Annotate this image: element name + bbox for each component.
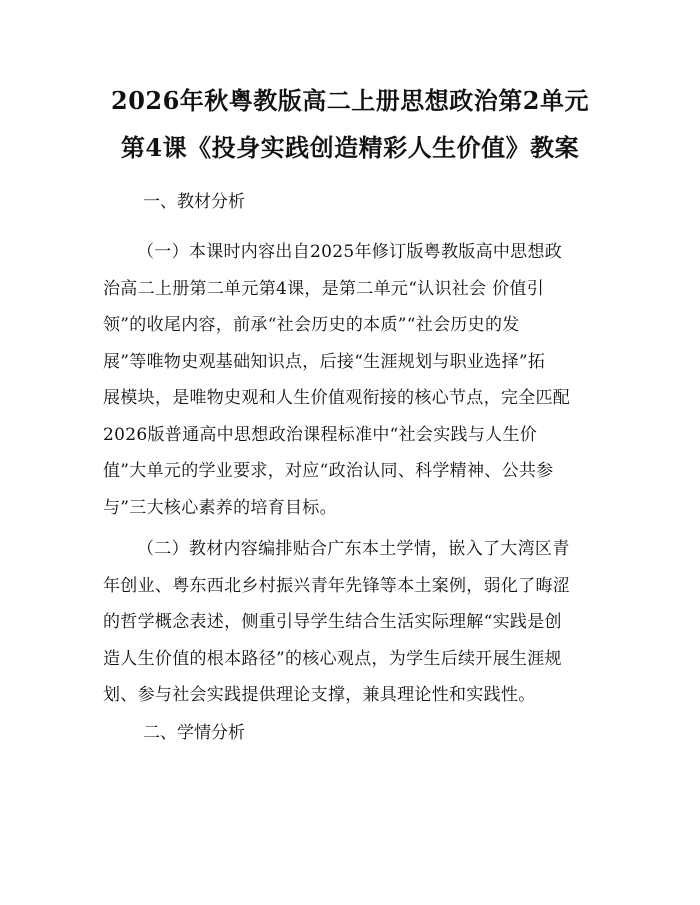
section-heading-learner-analysis: 二、学情分析 [143, 723, 245, 743]
paragraph-line: 领”的收尾内容，前承“社会历史的本质”“社会历史的发 [103, 315, 520, 335]
paragraph-line: 与”三大核心素养的培育目标。 [103, 497, 337, 518]
document-title-line-1: 2026年秋粤教版高二上册思想政治第2单元 [111, 86, 589, 115]
paragraph-textbook-analysis-1 [103, 234, 600, 526]
paragraph-line: 值”大单元的学业要求，对应“政治认同、科学精神、公共参 [103, 461, 554, 481]
paragraph-line: 展”等唯物史观基础知识点，后接“生涯规划与职业选择”拓 [103, 351, 546, 372]
paragraph-line: 年创业、粤东西北乡村振兴青年先锋等本土案例，弱化了晦涩 [103, 575, 571, 596]
paragraph-line: （二）教材内容编排贴合广东本土学情，嵌入了大湾区青 [137, 539, 570, 559]
paragraph-line: 展模块，是唯物史观和人生价值观衔接的核心节点，完全匹配 [103, 388, 571, 408]
paragraph-line: 造人生价值的根本路径”的核心观点，为学生后续开展生涯规 [103, 648, 562, 669]
paragraph-line: 2026版普通高中思想政治课程标准中“社会实践与人生价 [103, 424, 538, 445]
document-title-line-2: 第4课《投身实践创造精彩人生价值》教案 [120, 133, 580, 162]
paragraph-line: 的哲学概念表述，侧重引导学生结合生活实际理解“实践是创 [103, 612, 562, 632]
paragraph-line: （一）本课时内容出自2025年修订版粤教版高中思想政 [137, 242, 563, 262]
paragraph-line: 划、参与社会实践提供理论支撑，兼具理论性和实践性。 [103, 685, 536, 705]
paragraph-line: 治高二上册第二单元第4课，是第二单元“认识社会 价值引 [103, 278, 545, 299]
paragraph-textbook-analysis-2 [103, 531, 600, 714]
section-heading-textbook-analysis: 一、教材分析 [143, 192, 245, 212]
